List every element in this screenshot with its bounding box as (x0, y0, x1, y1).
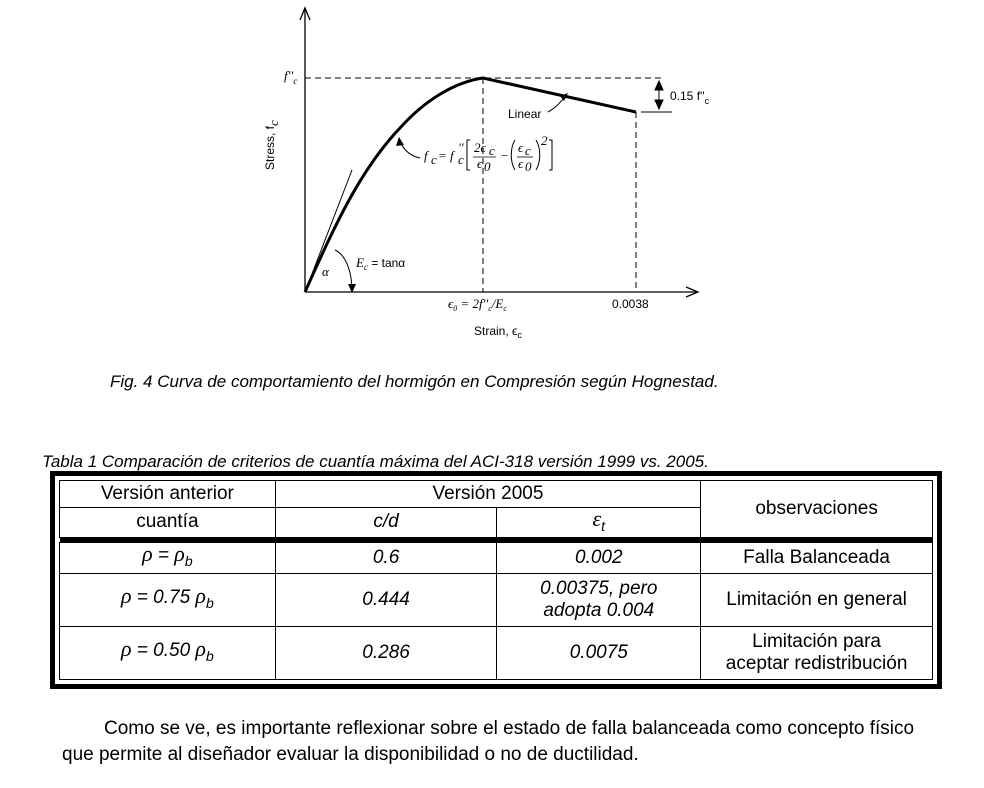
cd-cell: 0.286 (275, 626, 497, 679)
header-cd: c/d (275, 508, 497, 538)
drop-label: 0.15 $f''_c$ (670, 89, 710, 106)
figure-caption: Fig. 4 Curva de comportamiento del hormigón en Compresión según Hognestad. (110, 372, 719, 391)
comparison-table-frame (50, 471, 942, 689)
drop-dimension-arrow (655, 81, 663, 109)
comparison-table (59, 480, 933, 680)
svg-text:c: c (458, 152, 464, 167)
header-eps-t: $\varepsilon_t$ (497, 508, 701, 538)
hognestad-equation (424, 133, 552, 174)
svg-text:c: c (489, 143, 495, 158)
obs-cell: Falla Balanceada (701, 542, 933, 573)
svg-text:ϵ: ϵ (477, 156, 483, 171)
svg-text:ϵ: ϵ (518, 156, 524, 171)
cd-cell: 0.444 (275, 573, 497, 626)
svg-text:'': '' (458, 140, 464, 155)
svg-text:ϵ: ϵ (518, 140, 524, 155)
strain-limit-label: 0.0038 (612, 297, 649, 311)
modulus-label: $E_c = \tan\alpha$ (356, 255, 406, 272)
axes (300, 8, 698, 297)
header-version-2005: Versión 2005 (275, 481, 700, 508)
rho-cell: $\rho = \rho_b$ (60, 542, 276, 573)
eps0-label: $\epsilon_0 = 2f''_c/E_c$ (448, 296, 507, 313)
rho-cell: ρ = 0.75 $\rho_b$ (60, 573, 276, 626)
cd-cell: 0.6 (275, 542, 497, 573)
obs-cell: Limitación en general (701, 573, 933, 626)
header-cuantia: cuantía (60, 508, 276, 538)
svg-text:0: 0 (525, 159, 532, 174)
y-axis-label: Stress, fc (263, 120, 281, 170)
table-row (60, 573, 933, 626)
peak-label: $f''_c$ (284, 68, 298, 86)
header-observations: observaciones (701, 481, 933, 538)
body-paragraph: Como se ve, es importante reflexionar sobre el estado de falla balanceada como concepto físico que permite al diseñador evaluar la disponibilidad o no de ductilidad. (62, 718, 915, 765)
x-axis-label: Strain, $\epsilon_c$ (474, 324, 522, 340)
obs-cell: Limitación para aceptar redistribución (701, 626, 933, 679)
svg-text:2: 2 (541, 133, 548, 148)
svg-text:c: c (525, 143, 531, 158)
table-caption: Tabla 1 Comparación de criterios de cuantía máxima del ACI-318 versión 1999 vs. 2005. (42, 452, 709, 471)
table-row (60, 626, 933, 679)
eps-cell: 0.002 (497, 542, 701, 573)
svg-text:c: c (431, 152, 437, 167)
linear-label: Linear (508, 107, 542, 121)
table-row (60, 542, 933, 573)
eps-cell: 0.0075 (497, 626, 701, 679)
svg-text:2ϵ: 2ϵ (474, 140, 486, 155)
equation-leader-head (396, 137, 404, 146)
svg-text:0: 0 (484, 159, 491, 174)
eps-cell: 0.00375, pero adopta 0.004 (497, 573, 701, 626)
svg-text:= f: = f (438, 148, 454, 163)
svg-text:−: − (500, 148, 509, 163)
header-prev-version: Versión anterior (60, 481, 276, 508)
rho-cell: ρ = 0.50 $\rho_b$ (60, 626, 276, 679)
svg-text:f: f (424, 148, 428, 163)
alpha-label: α (322, 264, 329, 279)
hognestad-figure (0, 0, 984, 350)
stress-strain-curve (305, 78, 636, 292)
